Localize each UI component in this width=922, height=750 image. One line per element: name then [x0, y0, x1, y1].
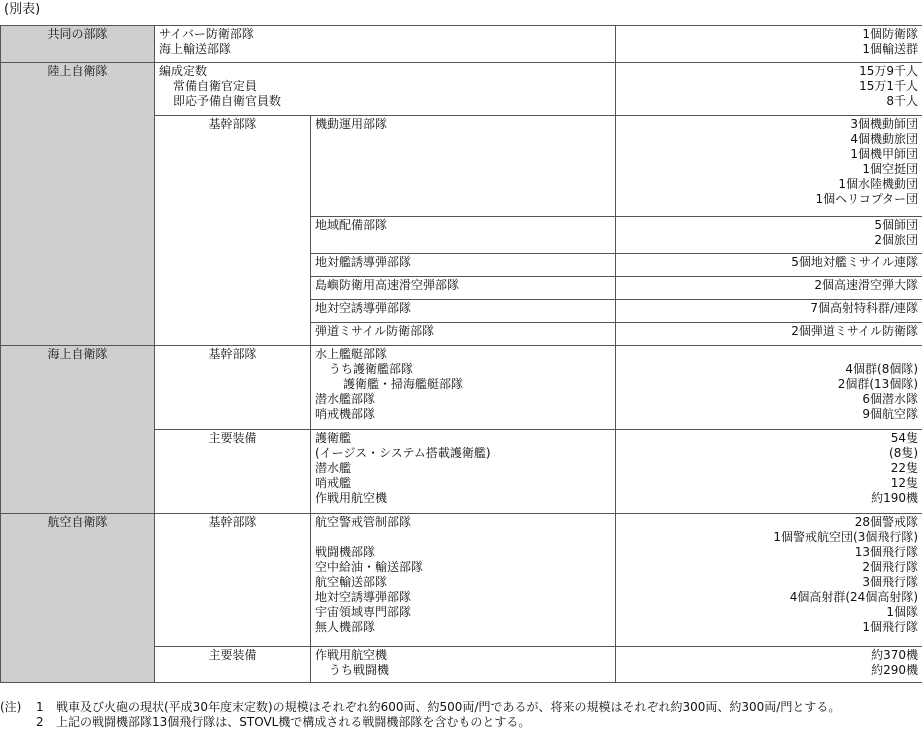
strength-item: 編成定数	[159, 64, 208, 78]
note-number: 2	[36, 715, 44, 729]
unit-label: 地域配備部隊	[311, 217, 616, 254]
msdf-equip-values	[616, 430, 922, 514]
msdf-core-label: 基幹部隊	[155, 346, 311, 430]
equip-label: (イージス・システム搭載護衛艦)	[315, 446, 491, 460]
unit-value: 1個飛行隊	[862, 620, 919, 634]
unit-label: 潜水艦部隊	[315, 392, 376, 406]
category-joint: 共同の部隊	[1, 26, 155, 63]
asdf-equip-label: 主要装備	[155, 647, 311, 683]
note-text: 戦車及び火砲の現状(平成30年度末定数)の規模はそれぞれ約600両、約500両/門であるが、将来の規模はそれぞれ約300両、約300両/門とする。	[56, 700, 841, 714]
table-caption: (別表)	[4, 2, 41, 17]
unit-label: 地対空誘導弾部隊	[315, 590, 412, 604]
equip-label: うち戦闘機	[329, 663, 390, 677]
unit-value: 4個高射群(24個高射隊)	[789, 590, 919, 604]
table-row-msdf-core	[1, 346, 922, 430]
unit-label	[315, 530, 611, 545]
equip-value: 約190機	[871, 491, 919, 505]
notes-mark: (注)	[0, 700, 22, 714]
equip-label: 作戦用航空機	[315, 648, 388, 662]
unit-value: 1個ヘリコプター団	[815, 192, 919, 206]
strength-value: 15万1千人	[859, 79, 919, 93]
equip-value: 54隻	[890, 431, 919, 445]
msdf-core-units	[311, 346, 616, 430]
unit-label: 地対艦誘導弾部隊	[311, 254, 616, 277]
unit-label: 戦闘機部隊	[315, 545, 376, 559]
unit-value: 1個空挺団	[862, 162, 919, 176]
table-row-gsdf-strength	[1, 63, 922, 116]
note-number: 1	[36, 700, 44, 714]
unit-value: 6個潜水隊	[862, 392, 919, 406]
unit-label: 宇宙領域専門部隊	[315, 605, 412, 619]
equip-label: 作戦用航空機	[315, 491, 388, 505]
unit-value: 3個機動師団	[850, 117, 919, 131]
equip-label: 哨戒艦	[315, 476, 352, 490]
unit-value: 2個弾道ミサイル防衛隊	[616, 323, 922, 346]
unit-value: 5個師団	[874, 218, 919, 232]
force-structure-table	[0, 25, 922, 683]
unit-label: 護衛艦・掃海艦艇部隊	[343, 377, 464, 391]
equip-value: 22隻	[890, 461, 919, 475]
unit-value: 9個航空隊	[862, 407, 919, 421]
joint-values-cell	[616, 26, 922, 63]
unit-value: 1個水陸機動団	[838, 177, 919, 191]
equip-value: (8隻)	[889, 446, 919, 460]
unit-value: 28個警戒隊	[854, 515, 919, 529]
gsdf-strength-values	[616, 63, 922, 116]
asdf-equip-units	[311, 647, 616, 683]
gsdf-strength-items	[155, 63, 616, 116]
unit-label: サイバー防衛部隊	[159, 27, 254, 41]
asdf-core-label: 基幹部隊	[155, 514, 311, 647]
unit-value: 1個警戒航空団(3個飛行隊)	[773, 530, 919, 544]
unit-label: 航空輸送部隊	[315, 575, 388, 589]
unit-value: 1個隊	[886, 605, 919, 619]
category-gsdf: 陸上自衛隊	[1, 63, 155, 346]
unit-label: うち護衛艦部隊	[329, 362, 414, 376]
msdf-core-values	[616, 346, 922, 430]
unit-value: 3個飛行隊	[862, 575, 919, 589]
table-row-asdf-core	[1, 514, 922, 647]
strength-item: 即応予備自衛官員数	[173, 94, 282, 108]
unit-value: 4個群(8個隊)	[845, 362, 919, 376]
category-asdf: 航空自衛隊	[1, 514, 155, 683]
note-item	[0, 700, 922, 715]
category-msdf: 海上自衛隊	[1, 346, 155, 514]
unit-value: 4個機動旅団	[850, 132, 919, 146]
unit-value: 1個輸送群	[862, 42, 919, 56]
unit-value: 1個防衛隊	[862, 27, 919, 41]
unit-value: 2個群(13個隊)	[837, 377, 919, 391]
note-text: 上記の戦闘機部隊13個飛行隊は、STOVL機で構成される戦闘機部隊を含むものとする。	[56, 715, 531, 729]
unit-value: 2個高速滑空弾大隊	[616, 277, 922, 300]
equip-value: 約290機	[871, 663, 919, 677]
unit-label: 海上輸送部隊	[159, 42, 232, 56]
msdf-equip-units	[311, 430, 616, 514]
equip-value: 12隻	[890, 476, 919, 490]
strength-value: 8千人	[886, 94, 919, 108]
unit-value: 7個高射特科群/連隊	[616, 300, 922, 323]
unit-value: 1個機甲師団	[850, 147, 919, 161]
unit-label: 機動運用部隊	[311, 116, 616, 217]
asdf-core-values	[616, 514, 922, 647]
gsdf-mobile-values	[616, 116, 922, 217]
unit-label: 空中給油・輸送部隊	[315, 560, 424, 574]
unit-value: 5個地対艦ミサイル連隊	[616, 254, 922, 277]
equip-label: 潜水艦	[315, 461, 352, 475]
unit-label: 航空警戒管制部隊	[315, 515, 412, 529]
gsdf-core-label: 基幹部隊	[155, 116, 311, 346]
gsdf-regional-values	[616, 217, 922, 254]
asdf-core-units	[311, 514, 616, 647]
unit-value: 2個旅団	[874, 233, 919, 247]
table-row-joint	[1, 26, 922, 63]
unit-label: 水上艦艇部隊	[315, 347, 388, 361]
unit-label: 哨戒機部隊	[315, 407, 376, 421]
notes	[0, 700, 922, 730]
unit-label: 島嶼防衛用高速滑空弾部隊	[311, 277, 616, 300]
unit-label: 地対空誘導弾部隊	[311, 300, 616, 323]
unit-value	[620, 347, 918, 362]
joint-units-cell	[155, 26, 616, 63]
strength-item: 常備自衛官定員	[173, 79, 258, 93]
unit-label: 無人機部隊	[315, 620, 376, 634]
msdf-equip-label: 主要装備	[155, 430, 311, 514]
equip-label: 護衛艦	[315, 431, 352, 445]
unit-label: 弾道ミサイル防衛部隊	[311, 323, 616, 346]
strength-value: 15万9千人	[859, 64, 919, 78]
asdf-equip-values	[616, 647, 922, 683]
note-item	[0, 715, 922, 730]
equip-value: 約370機	[871, 648, 919, 662]
unit-value: 13個飛行隊	[854, 545, 919, 559]
unit-value: 2個飛行隊	[862, 560, 919, 574]
